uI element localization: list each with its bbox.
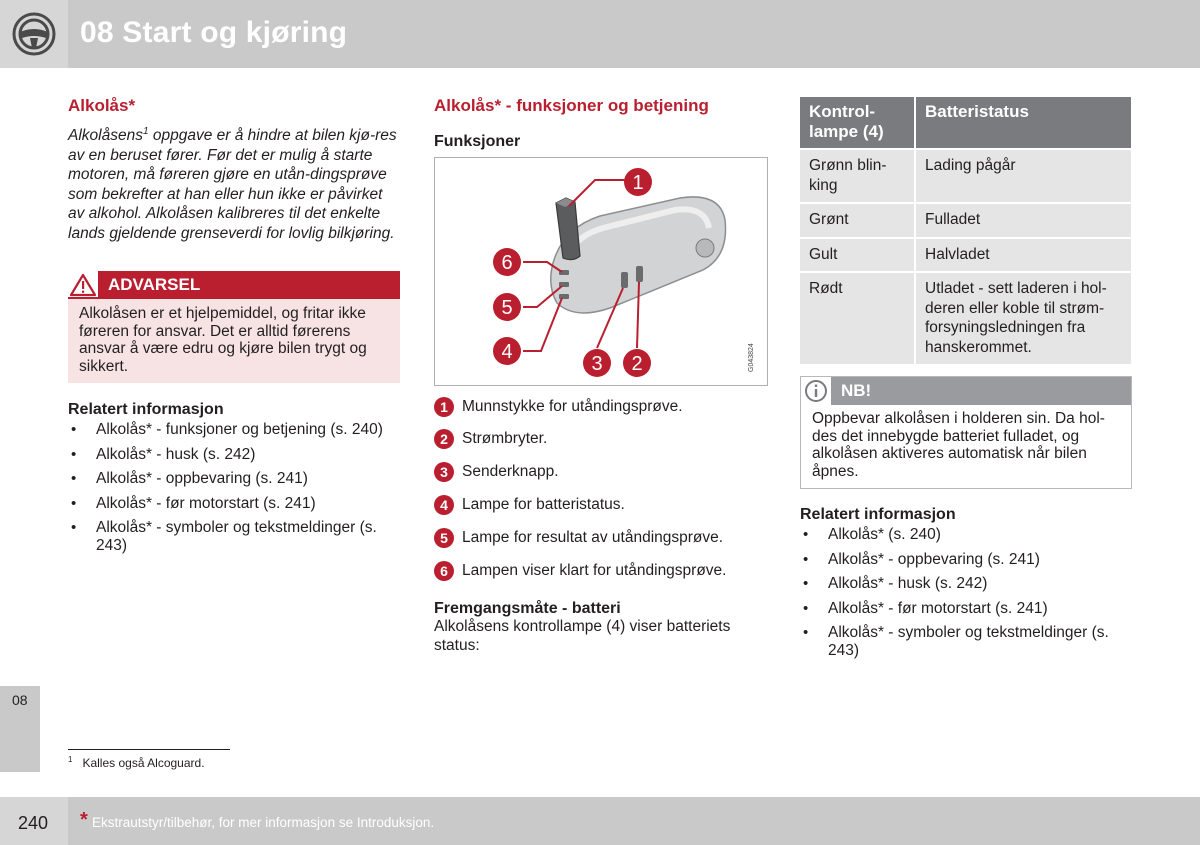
- callout-5: [493, 293, 521, 321]
- legend-text: Munnstykke for utåndingsprøve.: [462, 398, 683, 415]
- procedure-section: [434, 600, 774, 655]
- svg-text:1: 1: [632, 172, 644, 194]
- svg-text:2: 2: [631, 353, 643, 375]
- table-cell: Grønt: [800, 203, 915, 238]
- section-title: Alkolås* - funksjoner og betjening: [434, 96, 709, 115]
- legend-text: Lampe for resultat av utåndingsprøve.: [462, 529, 724, 546]
- related-title: Relatert informasjon: [68, 401, 224, 418]
- callout-1: [624, 168, 652, 196]
- note-header: [801, 377, 1131, 405]
- svg-text:6: 6: [501, 252, 513, 274]
- table-cell: Halvladet: [915, 238, 1131, 273]
- table-cell: Grønn blin-king: [800, 149, 915, 203]
- middle-column-heading: [434, 96, 774, 151]
- related-link[interactable]: • Alkolås* - husk (s. 242): [800, 575, 1132, 593]
- legend-number-badge: 5: [434, 528, 454, 548]
- related-link[interactable]: • Alkolås* - symboler og tekstmeldinger (s. 243): [68, 519, 400, 554]
- svg-text:3: 3: [591, 353, 603, 375]
- info-icon: [801, 377, 831, 405]
- note-text: Oppbevar alkolåsen i holderen sin. Da hol-des det innebygde batteriet fulladet, og alkolåsen aktiveres automatisk når bilen åpnes.: [812, 410, 1105, 480]
- legend-number-badge: 4: [434, 495, 454, 515]
- battery-status-table: [800, 97, 1131, 364]
- chapter-side-tab-label: 08: [12, 692, 28, 708]
- procedure-text: Alkolåsens kontrollampe (4) viser batteriets status:: [434, 618, 731, 654]
- chapter-header: [0, 0, 1200, 68]
- table-row: [800, 203, 1131, 238]
- table-header-row: [800, 97, 1131, 149]
- callout-4: [493, 337, 521, 365]
- table-row: [800, 238, 1131, 273]
- note-icon-box: [801, 377, 831, 405]
- related-link[interactable]: • Alkolås* - symboler og tekstmeldinger (s. 243): [800, 624, 1132, 659]
- related-link[interactable]: • Alkolås* - husk (s. 242): [68, 446, 400, 464]
- chapter-side-tab: [0, 686, 40, 772]
- related-list: [68, 421, 400, 554]
- note-title: NB!: [841, 381, 872, 400]
- warning-triangle-icon: [68, 272, 98, 298]
- callout-6: [493, 248, 521, 276]
- table-cell: Utladet - sett laderen i hol-deren eller koble til strøm-forsyningsledningen fra hanskerommet.: [915, 272, 1131, 364]
- related-title: Relatert informasjon: [800, 506, 956, 523]
- callout-2: [623, 349, 651, 377]
- footnote: [68, 755, 205, 770]
- related-link[interactable]: • Alkolås* - oppbevaring (s. 241): [68, 470, 400, 488]
- legend-text: Senderknapp.: [462, 463, 559, 480]
- intro-paragraph: [68, 122, 400, 243]
- related-list: [800, 526, 1132, 659]
- related-link[interactable]: • Alkolås* - før motorstart (s. 241): [68, 495, 400, 513]
- table-header-cell: Batteristatus: [915, 97, 1131, 149]
- intro-text-start: Alkolåsens: [68, 127, 143, 145]
- alcolock-figure: [434, 157, 768, 386]
- legend-number-badge: 6: [434, 561, 454, 581]
- warning-icon-box: [68, 271, 98, 299]
- footnote-number: 1: [68, 755, 73, 764]
- warning-box: [68, 271, 400, 383]
- related-link[interactable]: • Alkolås* - før motorstart (s. 241): [800, 600, 1132, 618]
- table-cell: Gult: [800, 238, 915, 273]
- legend-number-badge: 3: [434, 462, 454, 482]
- right-related-section: [800, 506, 1132, 666]
- svg-text:4: 4: [501, 341, 513, 363]
- chapter-title: 08 Start og kjøring: [80, 16, 348, 49]
- table-cell: Rødt: [800, 272, 915, 364]
- footer-star: *: [80, 809, 88, 831]
- left-related-section: [68, 401, 400, 561]
- footnote-text: Kalles også Alcoguard.: [82, 756, 205, 770]
- left-column: [68, 96, 400, 243]
- chapter-icon-box: [0, 0, 68, 68]
- legend-number-badge: 2: [434, 429, 454, 449]
- legend-text: Lampe for batteristatus.: [462, 496, 625, 513]
- steering-wheel-icon: [12, 12, 56, 56]
- related-link[interactable]: • Alkolås* - funksjoner og betjening (s. 240): [68, 421, 400, 439]
- table-row: [800, 272, 1131, 364]
- footer-text: Ekstrautstyr/tilbehør, for mer informasjon se Introduksjon.: [92, 815, 435, 830]
- procedure-title: Fremgangsmåte - batteri: [434, 600, 621, 617]
- alcolock-device-illustration: [435, 158, 767, 385]
- figure-code: G043824: [748, 343, 755, 372]
- related-link[interactable]: • Alkolås* (s. 240): [800, 526, 1132, 544]
- table-cell: Lading pågår: [915, 149, 1131, 203]
- related-link[interactable]: • Alkolås* - oppbevaring (s. 241): [800, 551, 1132, 569]
- subsection-title: Funksjoner: [434, 133, 521, 150]
- legend-number-badge: 1: [434, 397, 454, 417]
- warning-text: Alkolåsen er et hjelpemiddel, og fritar ikke føreren for ansvar. Det er alltid førerens ansvar å være edru og kjøre bilen trygt og sikkert.: [79, 305, 367, 375]
- legend-text: Lampen viser klart for utåndingsprøve.: [462, 562, 727, 579]
- table-cell: Fulladet: [915, 203, 1131, 238]
- table-header-cell: Kontrol-lampe (4): [800, 97, 915, 149]
- note-box: [800, 376, 1132, 489]
- footnote-divider: [68, 749, 230, 750]
- intro-text-rest: oppgave er å hindre at bilen kjø-res av en beruset fører. Før det er mulig å starte motoren, må føreren gjøre en utån-dingsprøve som bekrefter at han eller hun ikke er påvirket av alkohol. Alkolåsen kalibreres til det enkelte lands gjeldende grenseverdi for lovlig bilkjøring.: [68, 127, 397, 242]
- page-number: 240: [0, 797, 68, 845]
- section-title: Alkolås*: [68, 96, 136, 115]
- legend-text: Strømbryter.: [462, 430, 548, 447]
- svg-text:5: 5: [501, 297, 513, 319]
- table-row: [800, 149, 1131, 203]
- warning-header: [68, 271, 400, 299]
- warning-title: ADVARSEL: [108, 275, 201, 294]
- page-footer: [0, 797, 1200, 845]
- footnote-ref: 1: [142, 126, 149, 137]
- callout-3: [583, 349, 611, 377]
